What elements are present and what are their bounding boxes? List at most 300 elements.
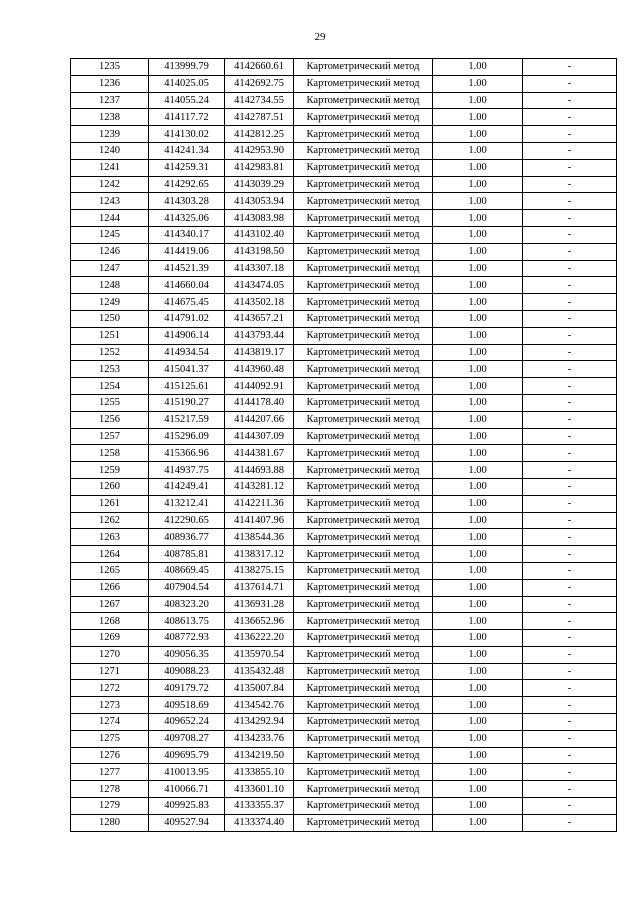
x-coordinate-cell: 415125.61 (149, 378, 225, 395)
accuracy-cell: 1.00 (433, 814, 523, 831)
accuracy-cell: 1.00 (433, 327, 523, 344)
x-coordinate-cell: 414675.45 (149, 294, 225, 311)
table-row (71, 445, 617, 462)
x-coordinate-cell: 415041.37 (149, 361, 225, 378)
accuracy-cell: 1.00 (433, 495, 523, 512)
point-number-cell: 1248 (71, 277, 149, 294)
note-cell: - (523, 411, 617, 428)
note-cell: - (523, 92, 617, 109)
accuracy-cell: 1.00 (433, 529, 523, 546)
accuracy-cell: 1.00 (433, 411, 523, 428)
method-cell: Картометрический метод (294, 798, 433, 815)
note-cell: - (523, 361, 617, 378)
table-row (71, 714, 617, 731)
y-coordinate-cell: 4133855.10 (225, 764, 294, 781)
note-cell: - (523, 176, 617, 193)
note-cell: - (523, 277, 617, 294)
y-coordinate-cell: 4143053.94 (225, 193, 294, 210)
x-coordinate-cell: 410066.71 (149, 781, 225, 798)
x-coordinate-cell: 414025.05 (149, 75, 225, 92)
point-number-cell: 1242 (71, 176, 149, 193)
method-cell: Картометрический метод (294, 361, 433, 378)
method-cell: Картометрический метод (294, 495, 433, 512)
accuracy-cell: 1.00 (433, 109, 523, 126)
point-number-cell: 1249 (71, 294, 149, 311)
note-cell: - (523, 243, 617, 260)
point-number-cell: 1255 (71, 394, 149, 411)
y-coordinate-cell: 4143039.29 (225, 176, 294, 193)
point-number-cell: 1265 (71, 562, 149, 579)
table-row (71, 747, 617, 764)
point-number-cell: 1267 (71, 596, 149, 613)
method-cell: Картометрический метод (294, 294, 433, 311)
point-number-cell: 1238 (71, 109, 149, 126)
point-number-cell: 1266 (71, 579, 149, 596)
accuracy-cell: 1.00 (433, 462, 523, 479)
method-cell: Картометрический метод (294, 159, 433, 176)
table-row (71, 697, 617, 714)
note-cell: - (523, 646, 617, 663)
y-coordinate-cell: 4143819.17 (225, 344, 294, 361)
note-cell: - (523, 462, 617, 479)
x-coordinate-cell: 414934.54 (149, 344, 225, 361)
table-row (71, 798, 617, 815)
method-cell: Картометрический метод (294, 462, 433, 479)
table-row (71, 378, 617, 395)
accuracy-cell: 1.00 (433, 781, 523, 798)
y-coordinate-cell: 4141407.96 (225, 512, 294, 529)
note-cell: - (523, 159, 617, 176)
note-cell: - (523, 680, 617, 697)
y-coordinate-cell: 4143102.40 (225, 226, 294, 243)
note-cell: - (523, 344, 617, 361)
method-cell: Картометрический метод (294, 562, 433, 579)
y-coordinate-cell: 4134542.76 (225, 697, 294, 714)
point-number-cell: 1240 (71, 142, 149, 159)
y-coordinate-cell: 4144092.91 (225, 378, 294, 395)
note-cell: - (523, 781, 617, 798)
point-number-cell: 1235 (71, 59, 149, 76)
note-cell: - (523, 210, 617, 227)
x-coordinate-cell: 414340.17 (149, 226, 225, 243)
point-number-cell: 1268 (71, 613, 149, 630)
table-row (71, 478, 617, 495)
method-cell: Картометрический метод (294, 596, 433, 613)
accuracy-cell: 1.00 (433, 193, 523, 210)
accuracy-cell: 1.00 (433, 680, 523, 697)
method-cell: Картометрический метод (294, 747, 433, 764)
table-row (71, 428, 617, 445)
method-cell: Картометрический метод (294, 193, 433, 210)
method-cell: Картометрический метод (294, 126, 433, 143)
note-cell: - (523, 814, 617, 831)
y-coordinate-cell: 4143083.98 (225, 210, 294, 227)
note-cell: - (523, 495, 617, 512)
table-row (71, 462, 617, 479)
table-row (71, 176, 617, 193)
note-cell: - (523, 310, 617, 327)
method-cell: Картометрический метод (294, 697, 433, 714)
x-coordinate-cell: 408669.45 (149, 562, 225, 579)
point-number-cell: 1241 (71, 159, 149, 176)
accuracy-cell: 1.00 (433, 394, 523, 411)
x-coordinate-cell: 413999.79 (149, 59, 225, 76)
note-cell: - (523, 798, 617, 815)
table-row (71, 394, 617, 411)
table-row (71, 226, 617, 243)
y-coordinate-cell: 4135970.54 (225, 646, 294, 663)
point-number-cell: 1258 (71, 445, 149, 462)
x-coordinate-cell: 409518.69 (149, 697, 225, 714)
accuracy-cell: 1.00 (433, 730, 523, 747)
table-row (71, 814, 617, 831)
x-coordinate-cell: 408772.93 (149, 630, 225, 647)
y-coordinate-cell: 4138275.15 (225, 562, 294, 579)
method-cell: Картометрический метод (294, 730, 433, 747)
accuracy-cell: 1.00 (433, 361, 523, 378)
note-cell: - (523, 226, 617, 243)
note-cell: - (523, 378, 617, 395)
method-cell: Картометрический метод (294, 579, 433, 596)
y-coordinate-cell: 4142660.61 (225, 59, 294, 76)
accuracy-cell: 1.00 (433, 747, 523, 764)
point-number-cell: 1263 (71, 529, 149, 546)
point-number-cell: 1236 (71, 75, 149, 92)
x-coordinate-cell: 408613.75 (149, 613, 225, 630)
x-coordinate-cell: 408936.77 (149, 529, 225, 546)
y-coordinate-cell: 4138317.12 (225, 546, 294, 563)
method-cell: Картометрический метод (294, 428, 433, 445)
table-row (71, 344, 617, 361)
table-row (71, 495, 617, 512)
table-row (71, 630, 617, 647)
y-coordinate-cell: 4143793.44 (225, 327, 294, 344)
accuracy-cell: 1.00 (433, 243, 523, 260)
accuracy-cell: 1.00 (433, 92, 523, 109)
accuracy-cell: 1.00 (433, 126, 523, 143)
y-coordinate-cell: 4142812.25 (225, 126, 294, 143)
note-cell: - (523, 126, 617, 143)
table-row (71, 512, 617, 529)
accuracy-cell: 1.00 (433, 596, 523, 613)
note-cell: - (523, 428, 617, 445)
y-coordinate-cell: 4143198.50 (225, 243, 294, 260)
y-coordinate-cell: 4143307.18 (225, 260, 294, 277)
accuracy-cell: 1.00 (433, 378, 523, 395)
method-cell: Картометрический метод (294, 529, 433, 546)
accuracy-cell: 1.00 (433, 613, 523, 630)
x-coordinate-cell: 414791.02 (149, 310, 225, 327)
table-row (71, 260, 617, 277)
y-coordinate-cell: 4133601.10 (225, 781, 294, 798)
method-cell: Картометрический метод (294, 781, 433, 798)
note-cell: - (523, 663, 617, 680)
point-number-cell: 1259 (71, 462, 149, 479)
accuracy-cell: 1.00 (433, 176, 523, 193)
x-coordinate-cell: 407904.54 (149, 579, 225, 596)
note-cell: - (523, 327, 617, 344)
accuracy-cell: 1.00 (433, 646, 523, 663)
note-cell: - (523, 714, 617, 731)
point-number-cell: 1260 (71, 478, 149, 495)
point-number-cell: 1237 (71, 92, 149, 109)
table-row (71, 109, 617, 126)
y-coordinate-cell: 4136652.96 (225, 613, 294, 630)
x-coordinate-cell: 413212.41 (149, 495, 225, 512)
table-row (71, 579, 617, 596)
x-coordinate-cell: 415217.59 (149, 411, 225, 428)
note-cell: - (523, 512, 617, 529)
y-coordinate-cell: 4143502.18 (225, 294, 294, 311)
x-coordinate-cell: 409695.79 (149, 747, 225, 764)
method-cell: Картометрический метод (294, 344, 433, 361)
point-number-cell: 1261 (71, 495, 149, 512)
method-cell: Картометрический метод (294, 226, 433, 243)
x-coordinate-cell: 412290.65 (149, 512, 225, 529)
accuracy-cell: 1.00 (433, 512, 523, 529)
table-row (71, 730, 617, 747)
method-cell: Картометрический метод (294, 546, 433, 563)
note-cell: - (523, 529, 617, 546)
table-row (71, 646, 617, 663)
table-row (71, 546, 617, 563)
table-row (71, 596, 617, 613)
accuracy-cell: 1.00 (433, 663, 523, 680)
note-cell: - (523, 596, 617, 613)
method-cell: Картометрический метод (294, 327, 433, 344)
note-cell: - (523, 478, 617, 495)
point-number-cell: 1276 (71, 747, 149, 764)
accuracy-cell: 1.00 (433, 226, 523, 243)
accuracy-cell: 1.00 (433, 697, 523, 714)
point-number-cell: 1245 (71, 226, 149, 243)
note-cell: - (523, 630, 617, 647)
point-number-cell: 1273 (71, 697, 149, 714)
y-coordinate-cell: 4144693.88 (225, 462, 294, 479)
x-coordinate-cell: 414521.39 (149, 260, 225, 277)
x-coordinate-cell: 414292.65 (149, 176, 225, 193)
table-row (71, 680, 617, 697)
point-number-cell: 1256 (71, 411, 149, 428)
method-cell: Картометрический метод (294, 680, 433, 697)
y-coordinate-cell: 4136222.20 (225, 630, 294, 647)
x-coordinate-cell: 414259.31 (149, 159, 225, 176)
x-coordinate-cell: 409056.35 (149, 646, 225, 663)
note-cell: - (523, 613, 617, 630)
accuracy-cell: 1.00 (433, 562, 523, 579)
y-coordinate-cell: 4134219.50 (225, 747, 294, 764)
accuracy-cell: 1.00 (433, 294, 523, 311)
x-coordinate-cell: 415296.09 (149, 428, 225, 445)
y-coordinate-cell: 4142983.81 (225, 159, 294, 176)
y-coordinate-cell: 4144207.66 (225, 411, 294, 428)
point-number-cell: 1271 (71, 663, 149, 680)
accuracy-cell: 1.00 (433, 260, 523, 277)
y-coordinate-cell: 4144381.67 (225, 445, 294, 462)
y-coordinate-cell: 4142211.36 (225, 495, 294, 512)
y-coordinate-cell: 4144307.09 (225, 428, 294, 445)
x-coordinate-cell: 415366.96 (149, 445, 225, 462)
x-coordinate-cell: 409925.83 (149, 798, 225, 815)
y-coordinate-cell: 4142692.75 (225, 75, 294, 92)
point-number-cell: 1272 (71, 680, 149, 697)
x-coordinate-cell: 409179.72 (149, 680, 225, 697)
note-cell: - (523, 142, 617, 159)
table-row (71, 764, 617, 781)
table-row (71, 663, 617, 680)
coordinates-table-body (71, 59, 617, 832)
y-coordinate-cell: 4143960.48 (225, 361, 294, 378)
table-row (71, 142, 617, 159)
table-row (71, 59, 617, 76)
x-coordinate-cell: 408323.20 (149, 596, 225, 613)
method-cell: Картометрический метод (294, 764, 433, 781)
y-coordinate-cell: 4133374.40 (225, 814, 294, 831)
x-coordinate-cell: 415190.27 (149, 394, 225, 411)
page-number: 29 (314, 31, 326, 43)
method-cell: Картометрический метод (294, 176, 433, 193)
accuracy-cell: 1.00 (433, 277, 523, 294)
x-coordinate-cell: 414130.02 (149, 126, 225, 143)
table-row (71, 92, 617, 109)
point-number-cell: 1243 (71, 193, 149, 210)
method-cell: Картометрический метод (294, 260, 433, 277)
note-cell: - (523, 109, 617, 126)
accuracy-cell: 1.00 (433, 714, 523, 731)
y-coordinate-cell: 4143657.21 (225, 310, 294, 327)
accuracy-cell: 1.00 (433, 478, 523, 495)
table-row (71, 781, 617, 798)
x-coordinate-cell: 414660.04 (149, 277, 225, 294)
point-number-cell: 1270 (71, 646, 149, 663)
accuracy-cell: 1.00 (433, 630, 523, 647)
note-cell: - (523, 445, 617, 462)
coordinates-table (70, 58, 617, 832)
note-cell: - (523, 579, 617, 596)
method-cell: Картометрический метод (294, 59, 433, 76)
x-coordinate-cell: 414325.06 (149, 210, 225, 227)
x-coordinate-cell: 408785.81 (149, 546, 225, 563)
accuracy-cell: 1.00 (433, 546, 523, 563)
y-coordinate-cell: 4137614.71 (225, 579, 294, 596)
note-cell: - (523, 59, 617, 76)
y-coordinate-cell: 4142787.51 (225, 109, 294, 126)
x-coordinate-cell: 414249.41 (149, 478, 225, 495)
point-number-cell: 1246 (71, 243, 149, 260)
y-coordinate-cell: 4144178.40 (225, 394, 294, 411)
y-coordinate-cell: 4142734.55 (225, 92, 294, 109)
method-cell: Картометрический метод (294, 92, 433, 109)
point-number-cell: 1275 (71, 730, 149, 747)
x-coordinate-cell: 414055.24 (149, 92, 225, 109)
point-number-cell: 1251 (71, 327, 149, 344)
y-coordinate-cell: 4134292.94 (225, 714, 294, 731)
y-coordinate-cell: 4143474.05 (225, 277, 294, 294)
method-cell: Картометрический метод (294, 478, 433, 495)
accuracy-cell: 1.00 (433, 445, 523, 462)
y-coordinate-cell: 4138544.36 (225, 529, 294, 546)
note-cell: - (523, 546, 617, 563)
y-coordinate-cell: 4134233.76 (225, 730, 294, 747)
method-cell: Картометрический метод (294, 378, 433, 395)
point-number-cell: 1262 (71, 512, 149, 529)
note-cell: - (523, 730, 617, 747)
method-cell: Картометрический метод (294, 814, 433, 831)
note-cell: - (523, 764, 617, 781)
accuracy-cell: 1.00 (433, 75, 523, 92)
method-cell: Картометрический метод (294, 142, 433, 159)
table-row (71, 294, 617, 311)
method-cell: Картометрический метод (294, 243, 433, 260)
table-row (71, 126, 617, 143)
table-row (71, 529, 617, 546)
point-number-cell: 1239 (71, 126, 149, 143)
accuracy-cell: 1.00 (433, 344, 523, 361)
method-cell: Картометрический метод (294, 109, 433, 126)
point-number-cell: 1264 (71, 546, 149, 563)
method-cell: Картометрический метод (294, 512, 433, 529)
table-row (71, 310, 617, 327)
note-cell: - (523, 193, 617, 210)
accuracy-cell: 1.00 (433, 798, 523, 815)
point-number-cell: 1257 (71, 428, 149, 445)
point-number-cell: 1280 (71, 814, 149, 831)
note-cell: - (523, 75, 617, 92)
y-coordinate-cell: 4143281.12 (225, 478, 294, 495)
note-cell: - (523, 697, 617, 714)
accuracy-cell: 1.00 (433, 59, 523, 76)
note-cell: - (523, 260, 617, 277)
x-coordinate-cell: 414303.28 (149, 193, 225, 210)
table-row (71, 613, 617, 630)
x-coordinate-cell: 409088.23 (149, 663, 225, 680)
point-number-cell: 1250 (71, 310, 149, 327)
point-number-cell: 1277 (71, 764, 149, 781)
table-row (71, 277, 617, 294)
note-cell: - (523, 394, 617, 411)
y-coordinate-cell: 4135007.84 (225, 680, 294, 697)
table-row (71, 327, 617, 344)
y-coordinate-cell: 4133355.37 (225, 798, 294, 815)
method-cell: Картометрический метод (294, 613, 433, 630)
table-row (71, 159, 617, 176)
method-cell: Картометрический метод (294, 445, 433, 462)
method-cell: Картометрический метод (294, 663, 433, 680)
table-row (71, 210, 617, 227)
point-number-cell: 1279 (71, 798, 149, 815)
y-coordinate-cell: 4135432.48 (225, 663, 294, 680)
method-cell: Картометрический метод (294, 714, 433, 731)
accuracy-cell: 1.00 (433, 579, 523, 596)
table-row (71, 75, 617, 92)
x-coordinate-cell: 414906.14 (149, 327, 225, 344)
method-cell: Картометрический метод (294, 277, 433, 294)
point-number-cell: 1247 (71, 260, 149, 277)
y-coordinate-cell: 4136931.28 (225, 596, 294, 613)
x-coordinate-cell: 414117.72 (149, 109, 225, 126)
x-coordinate-cell: 409527.94 (149, 814, 225, 831)
x-coordinate-cell: 414419.06 (149, 243, 225, 260)
point-number-cell: 1269 (71, 630, 149, 647)
method-cell: Картометрический метод (294, 630, 433, 647)
accuracy-cell: 1.00 (433, 428, 523, 445)
x-coordinate-cell: 414937.75 (149, 462, 225, 479)
table-row (71, 361, 617, 378)
x-coordinate-cell: 414241.34 (149, 142, 225, 159)
accuracy-cell: 1.00 (433, 310, 523, 327)
method-cell: Картометрический метод (294, 75, 433, 92)
point-number-cell: 1254 (71, 378, 149, 395)
